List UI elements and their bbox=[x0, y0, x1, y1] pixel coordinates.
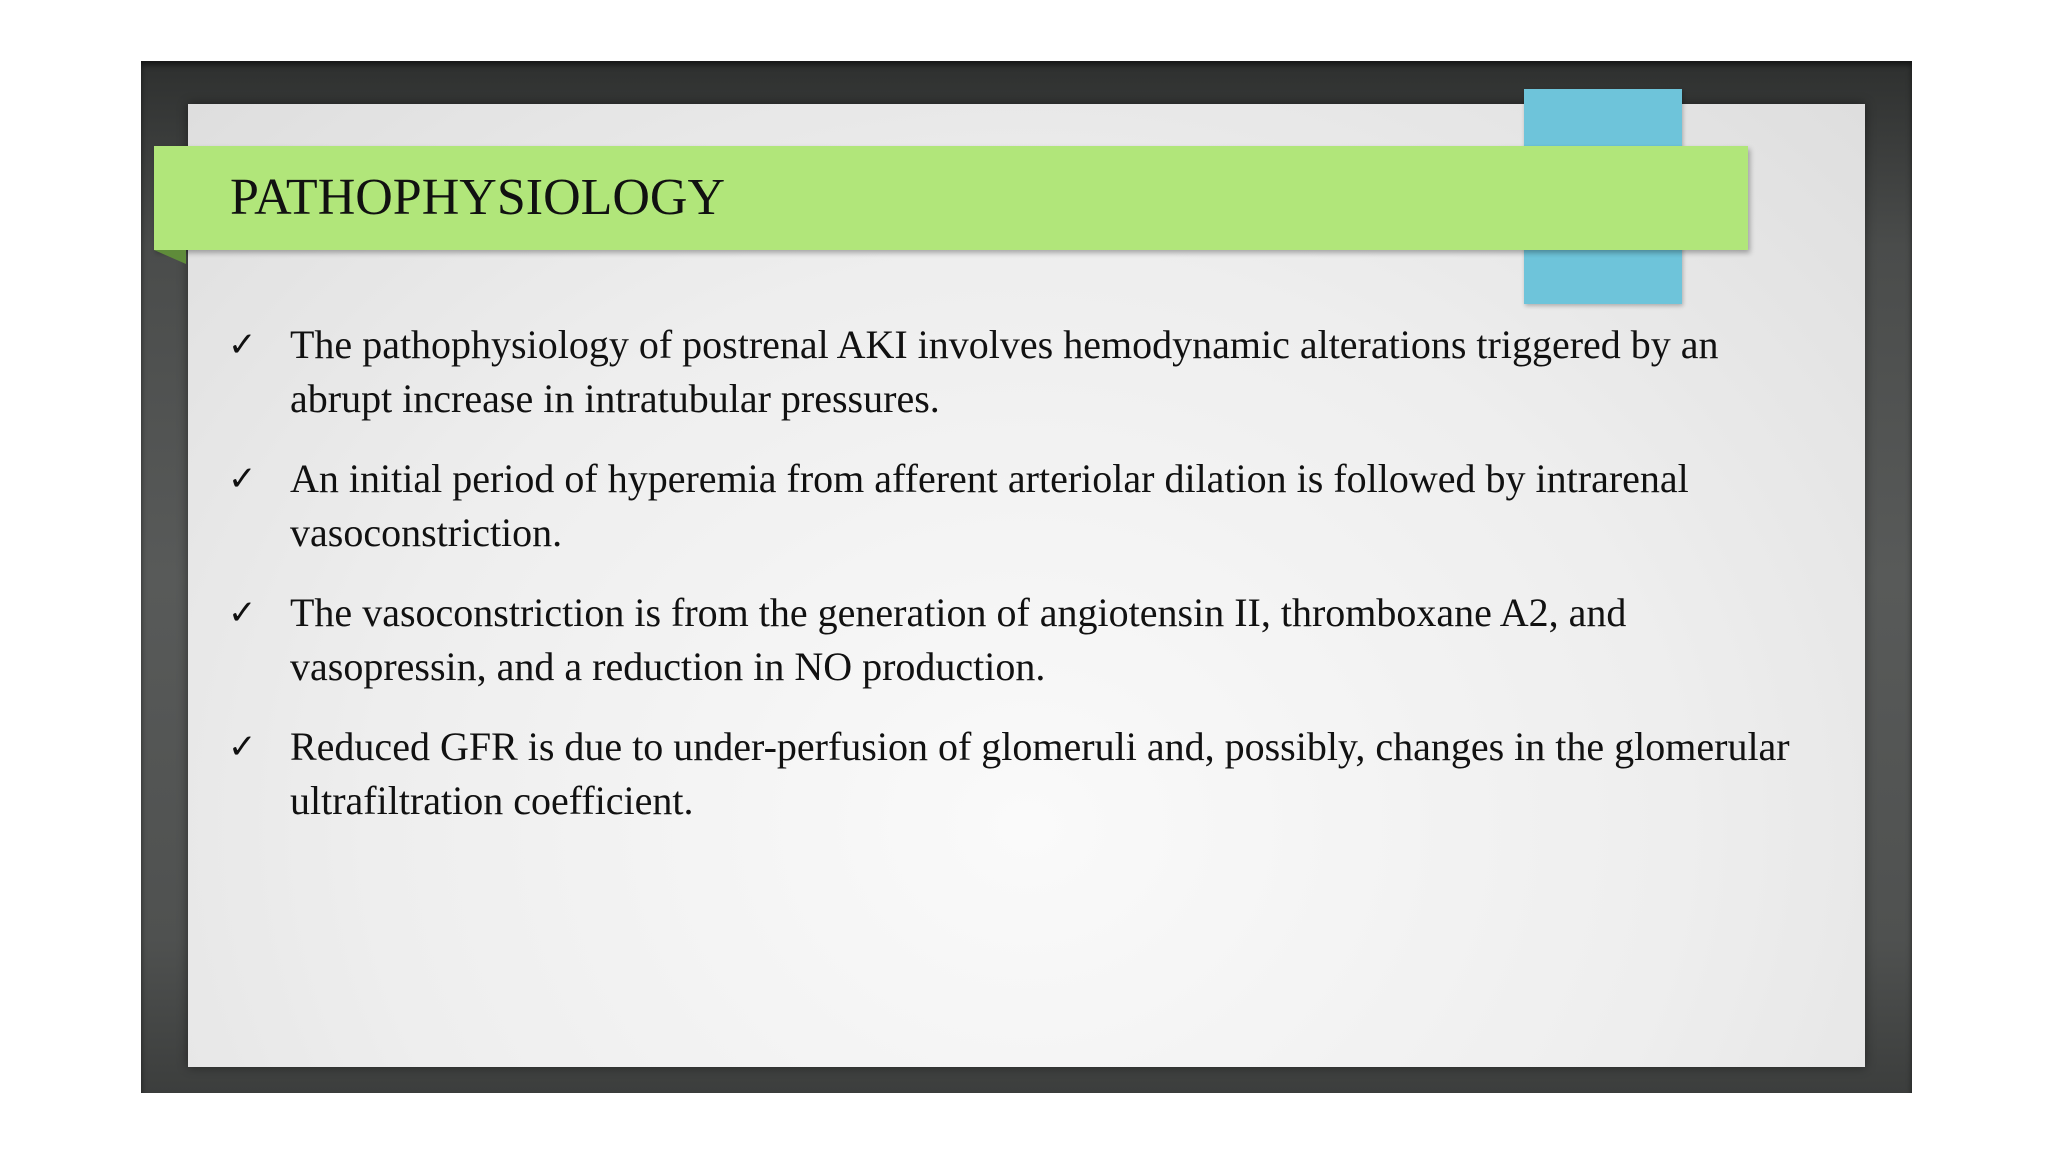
bullet-item bbox=[228, 452, 1828, 560]
check-icon: ✓ bbox=[228, 459, 257, 499]
bullet-text: The vasoconstriction is from the generation of angiotensin II, thromboxane A2, and vasopressin, and a reduction in NO production. bbox=[290, 590, 1627, 689]
slide-title: PATHOPHYSIOLOGY bbox=[230, 169, 726, 226]
bullet-list bbox=[228, 318, 1828, 854]
bullet-item bbox=[228, 720, 1828, 828]
check-icon: ✓ bbox=[228, 325, 257, 365]
bullet-text: Reduced GFR is due to under-perfusion of glomeruli and, possibly, changes in the glomerular ultrafiltration coefficient. bbox=[290, 724, 1790, 823]
bullet-text: An initial period of hyperemia from afferent arteriolar dilation is followed by intrarenal vasoconstriction. bbox=[290, 456, 1689, 555]
title-bar-fold bbox=[154, 250, 186, 264]
bullet-text: The pathophysiology of postrenal AKI involves hemodynamic alterations triggered by an abrupt increase in intratubular pressures. bbox=[290, 322, 1719, 421]
check-icon: ✓ bbox=[228, 593, 257, 633]
check-icon: ✓ bbox=[228, 727, 257, 767]
bullet-item bbox=[228, 586, 1828, 694]
bullet-item bbox=[228, 318, 1828, 426]
